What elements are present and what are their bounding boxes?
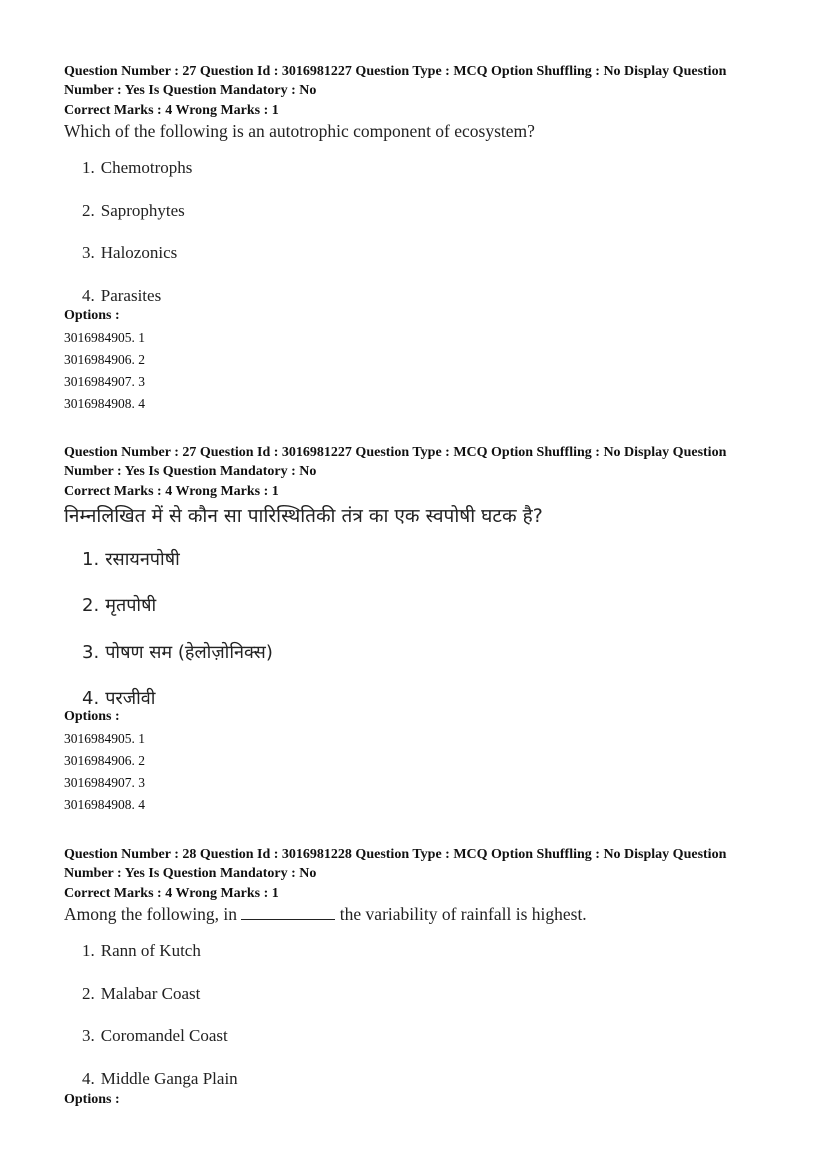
question-block-27-hi: [64, 443, 784, 812]
question-marks: Correct Marks : 4 Wrong Marks : 1: [64, 103, 279, 118]
choice-3: 3. पोषण सम (हेलोज़ोनिक्स): [82, 642, 273, 663]
question-meta-line1: Question Number : 27 Question Id : 3016981227 Question Type : MCQ Option Shuffling : No Display Question: [64, 445, 727, 460]
question-marks: Correct Marks : 4 Wrong Marks : 1: [64, 886, 279, 901]
question-text: Which of the following is an autotrophic component of ecosystem?: [64, 121, 535, 141]
option-id: 3016984908. 4: [64, 396, 145, 411]
option-id: 3016984906. 2: [64, 352, 145, 367]
option-id: 3016984906. 2: [64, 753, 145, 768]
question-meta-line2: Number : Yes Is Question Mandatory : No: [64, 866, 317, 881]
choice-4: 4. Middle Ganga Plain: [82, 1069, 238, 1088]
question-text: निम्नलिखित में से कौन सा पारिस्थितिकी तंत्र का एक स्वपोषी घटक है?: [64, 505, 543, 527]
question-text: Among the following, in the variability of rainfall is highest.: [64, 904, 587, 924]
question-meta-line1: Question Number : 28 Question Id : 3016981228 Question Type : MCQ Option Shuffling : No Display Question: [64, 847, 727, 862]
choice-2: 2. Saprophytes: [82, 201, 185, 220]
fill-in-blank: [241, 905, 335, 920]
choice-1: 1. Rann of Kutch: [82, 941, 201, 960]
choice-2: 2. मृतपोषी: [82, 595, 157, 616]
choice-3: 3. Coromandel Coast: [82, 1026, 228, 1045]
question-meta-line1: Question Number : 27 Question Id : 3016981227 Question Type : MCQ Option Shuffling : No Display Question: [64, 64, 727, 79]
choice-2: 2. Malabar Coast: [82, 984, 201, 1003]
choice-1: 1. रसायनपोषी: [82, 549, 180, 570]
choice-3: 3. Halozonics: [82, 243, 178, 262]
choice-1: 1. Chemotrophs: [82, 158, 193, 177]
options-label: Options :: [64, 308, 120, 323]
option-id: 3016984907. 3: [64, 374, 145, 389]
question-block-27-en: [64, 62, 784, 411]
option-id: 3016984905. 1: [64, 731, 145, 746]
option-id: 3016984905. 1: [64, 330, 145, 345]
options-label: Options :: [64, 1092, 120, 1107]
question-meta-line2: Number : Yes Is Question Mandatory : No: [64, 464, 317, 479]
choice-4: 4. परजीवी: [82, 688, 156, 709]
option-id: 3016984907. 3: [64, 775, 145, 790]
options-label: Options :: [64, 709, 120, 724]
question-block-28-en: [64, 845, 784, 1107]
question-marks: Correct Marks : 4 Wrong Marks : 1: [64, 484, 279, 499]
question-meta-line2: Number : Yes Is Question Mandatory : No: [64, 83, 317, 98]
option-id: 3016984908. 4: [64, 797, 145, 812]
choice-4: 4. Parasites: [82, 286, 162, 305]
